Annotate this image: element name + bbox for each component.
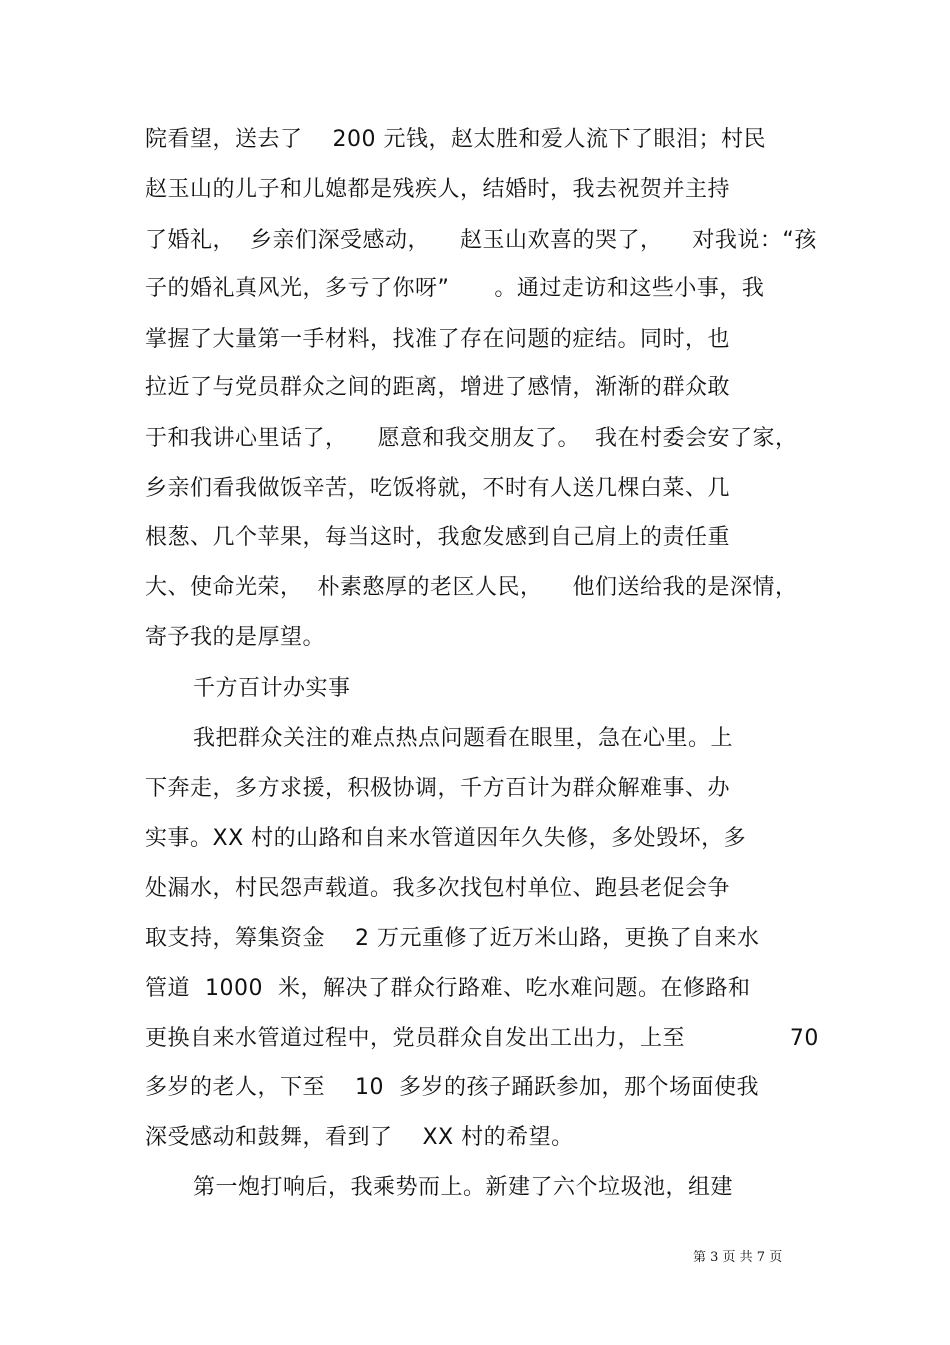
paragraph-line: 子的婚礼真风光，多亏了你呀” 。通过走访和这些小事，我 bbox=[145, 276, 765, 301]
paragraph-line: 管道 1000 米，解决了群众行路难、吃水难问题。在修路和 bbox=[145, 976, 751, 1001]
paragraph-line: 掌握了大量第一手材料，找准了存在问题的症结。同时，也 bbox=[145, 327, 731, 352]
paragraph-line: 实事。XX 村的山路和自来水管道因年久失修，多处毁坏，多 bbox=[145, 826, 747, 851]
paragraph-line: 处漏水，村民怨声载道。我多次找包村单位、跑县老促会争 bbox=[145, 876, 731, 901]
paragraph-line: 更换自来水管道过程中，党员群众自发出工出力，上至 70 bbox=[145, 1026, 819, 1051]
paragraph-line: 乡亲们看我做饭辛苦，吃饭将就，不时有人送几棵白菜、几 bbox=[145, 476, 731, 501]
paragraph-line: 寄予我的是厚望。 bbox=[145, 625, 326, 650]
paragraph-line: 根葱、几个苹果，每当这时，我愈发感到自己肩上的责任重 bbox=[145, 525, 731, 550]
section-heading: 千方百计办实事 bbox=[193, 676, 351, 701]
paragraph-line: 大、使命光荣， 朴素憨厚的老区人民， 他们送给我的是深情， bbox=[145, 575, 798, 600]
paragraph-line: 取支持，筹集资金 2 万元重修了近万米山路，更换了自来水 bbox=[145, 926, 760, 951]
paragraph-line: 第一炮打响后，我乘势而上。新建了六个垃圾池，组建 bbox=[193, 1175, 734, 1200]
paragraph-line: 我把群众关注的难点热点问题看在眼里，急在心里。上 bbox=[193, 726, 734, 751]
page-number-footer: 第 3 页 共 7 页 bbox=[693, 1250, 783, 1265]
paragraph-line: 于和我讲心里话了， 愿意和我交朋友了。 我在村委会安了家， bbox=[145, 426, 798, 451]
paragraph-line: 院看望，送去了 200 元钱，赵太胜和爱人流下了眼泪；村民 bbox=[145, 127, 766, 152]
paragraph-line: 多岁的老人，下至 10 多岁的孩子踊跃参加，那个场面使我 bbox=[145, 1075, 759, 1100]
paragraph-line: 下奔走，多方求援，积极协调，千方百计为群众解难事、办 bbox=[145, 776, 731, 801]
paragraph-line: 赵玉山的儿子和儿媳都是残疾人，结婚时，我去祝贺并主持 bbox=[145, 177, 731, 202]
paragraph-line: 拉近了与党员群众之间的距离，增进了感情，渐渐的群众敢 bbox=[145, 375, 731, 400]
paragraph-line: 深受感动和鼓舞，看到了 XX 村的希望。 bbox=[145, 1125, 574, 1150]
paragraph-line: 了婚礼， 乡亲们深受感动， 赵玉山欢喜的哭了， 对我说：“孩 bbox=[145, 228, 817, 253]
